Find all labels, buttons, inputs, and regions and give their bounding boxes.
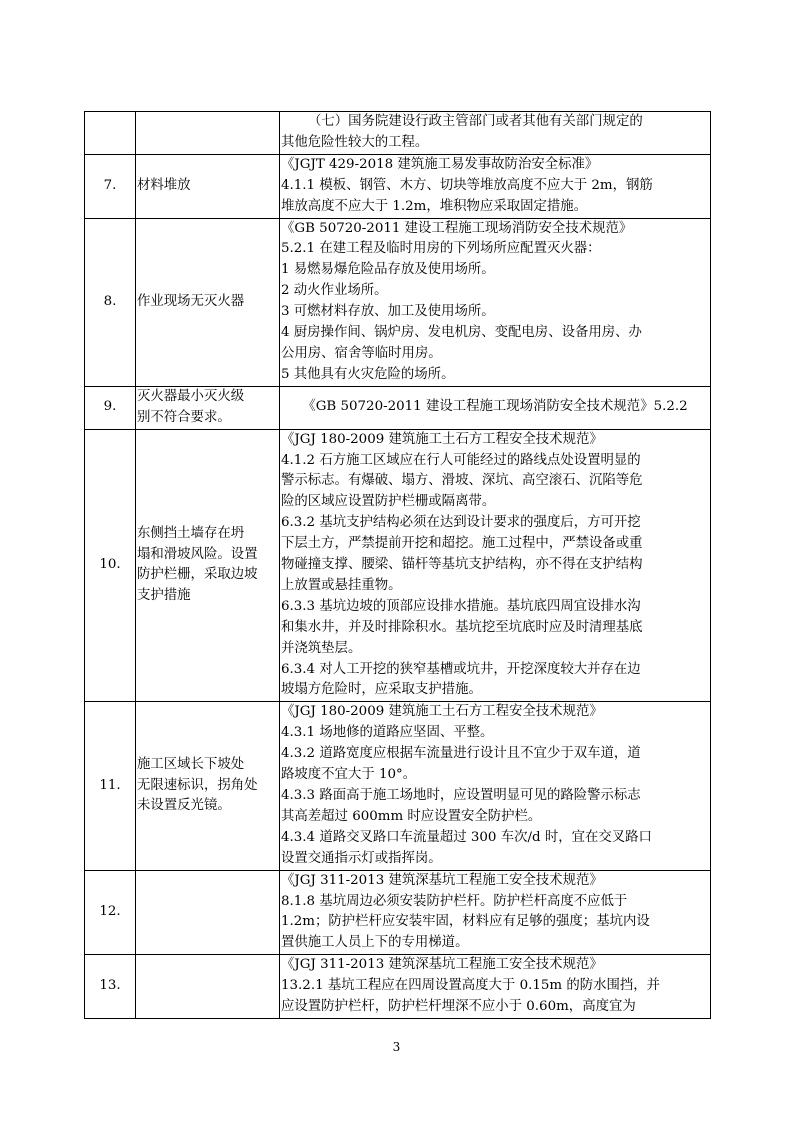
issue-cell <box>136 112 280 155</box>
basis-line: 《GB 50720-2011 建设工程施工现场消防安全技术规范》5.2.2 <box>302 399 688 415</box>
issue-line: 防护栏栅，采取边坡 <box>137 567 258 583</box>
basis-cell <box>280 386 711 429</box>
basis-line: 险的区域应设置防护栏栅或隔离带。 <box>281 494 496 510</box>
basis-cell <box>280 218 711 386</box>
basis-line: 《JGJ 311-2013 建筑深基坑工程施工安全技术规范》 <box>281 957 603 973</box>
basis-line: 路坡度不宜大于 10°。 <box>281 767 417 783</box>
table-row <box>85 429 711 702</box>
basis-line: 4.3.2 道路宽度应根据车流量进行设计且不宜少于双车道，道 <box>281 746 641 762</box>
basis-cell <box>280 112 711 155</box>
issue-cell <box>136 429 280 702</box>
issue-line: 灭火器最小灭火级 <box>137 388 245 404</box>
basis-line: 4.1.2 石方施工区域应在行人可能经过的路线点处设置明显的 <box>281 452 641 468</box>
row-number: 7. <box>85 154 136 218</box>
basis-line: 《JGJ 311-2013 建筑深基坑工程施工安全技术规范》 <box>281 872 603 888</box>
issue-cell <box>136 218 280 386</box>
basis-line: 6.3.2 基坑支护结构必须在达到设计要求的强度后，方可开挖 <box>281 515 641 531</box>
basis-line: 4.3.1 场地修的道路应坚固、平整。 <box>281 725 494 741</box>
basis-cell <box>280 955 711 1019</box>
basis-line: 公用房、宿舍等临时用房。 <box>281 345 442 361</box>
basis-line: 并浇筑垫层。 <box>281 640 362 656</box>
basis-line: 堆放高度不应大于 1.2m，堆积物应采取固定措施。 <box>281 198 588 214</box>
basis-line: 应设置防护栏杆，防护栏杆埋深不应小于 0.60m，高度宜为 <box>281 999 636 1015</box>
row-number: 13. <box>85 955 136 1019</box>
issue-cell <box>136 870 280 955</box>
row-number: 12. <box>85 870 136 955</box>
basis-line: 下层土方，严禁提前开挖和超挖。施工过程中，严禁设备或重 <box>281 536 643 552</box>
issue-line: 塌和滑坡风险。设置 <box>137 546 258 562</box>
basis-cell <box>280 429 711 702</box>
regulation-table <box>84 111 711 1019</box>
issue-line: 支护措施 <box>137 588 191 604</box>
basis-line: 《JGJ 180-2009 建筑施工土石方工程安全技术规范》 <box>281 704 603 720</box>
row-number: 10. <box>85 429 136 702</box>
row-number: 11. <box>85 702 136 870</box>
basis-line: 设置交通指示灯或指挥岗。 <box>281 850 442 866</box>
basis-line: 置供施工人员上下的专用梯道。 <box>281 935 469 951</box>
basis-line: 4.3.4 道路交叉路口车流量超过 300 车次/d 时，宜在交叉路口 <box>281 829 652 845</box>
basis-line: 《JGJT 429-2018 建筑施工易发事故防治安全标准》 <box>281 156 599 172</box>
issue-line: 材料堆放 <box>137 177 191 193</box>
issue-line: 东侧挡土墙存在坍 <box>137 525 245 541</box>
basis-line: 物碰撞支撑、腰梁、锚杆等基坑支护结构，亦不得在支护结构 <box>281 557 643 573</box>
basis-cell <box>280 870 711 955</box>
issue-line: 未设置反光镜。 <box>137 798 231 814</box>
basis-line: 和集水井，并及时排除积水。基坑挖至坑底时应及时清理基底 <box>281 619 643 635</box>
basis-line: （七）国务院建设行政主管部门或者其他有关部门规定的 <box>308 114 643 129</box>
issue-line: 施工区域长下坡处 <box>137 756 245 772</box>
table-row <box>85 386 711 429</box>
issue-line: 无限速标识，拐角处 <box>137 777 258 793</box>
basis-line: 13.2.1 基坑工程应在四周设置高度大于 0.15m 的防水围挡，并 <box>281 978 661 994</box>
basis-line: 4.1.1 模板、钢管、木方、切块等堆放高度不应大于 2m，钢筋 <box>281 177 653 193</box>
basis-line: 4.3.3 路面高于施工场地时，应设置明显可见的路险警示标志 <box>281 788 641 803</box>
basis-line: 4 厨房操作间、锅炉房、发电机房、变配电房、设备用房、办 <box>281 325 642 341</box>
basis-line: 警示标志。有爆破、塌方、滑坡、深坑、高空滚石、沉陷等危 <box>281 473 643 489</box>
basis-line: 《GB 50720-2011 建设工程施工现场消防安全技术规范》 <box>281 220 633 236</box>
issue-line: 作业现场无灭火器 <box>137 293 245 309</box>
basis-line: 《JGJ 180-2009 建筑施工土石方工程安全技术规范》 <box>281 431 603 447</box>
basis-line: 其高差超过 600mm 时应设置安全防护栏。 <box>281 808 542 824</box>
table-row <box>85 955 711 1019</box>
issue-cell <box>136 702 280 870</box>
basis-cell <box>280 154 711 218</box>
issue-line: 别不符合要求。 <box>137 409 231 425</box>
issue-cell <box>136 955 280 1019</box>
table-row <box>85 154 711 218</box>
table-row <box>85 112 711 155</box>
basis-line: 坡塌方危险时，应采取支护措施。 <box>281 682 482 698</box>
basis-line: 上放置或悬挂重物。 <box>281 577 402 593</box>
page-number: 3 <box>392 1040 401 1054</box>
basis-line: 2 动火作业场所。 <box>281 283 388 299</box>
table-row <box>85 218 711 386</box>
issue-cell <box>136 386 280 429</box>
basis-line: 6.3.4 对人工开挖的狭窄基槽或坑井，开挖深度较大并存在边 <box>281 661 641 677</box>
basis-line: 3 可燃材料存放、加工及使用场所。 <box>281 304 495 320</box>
row-number: 9. <box>85 386 136 429</box>
basis-line: 1 易燃易爆危险品存放及使用场所。 <box>281 262 495 278</box>
basis-line: 其他危险性较大的工程。 <box>281 134 429 150</box>
issue-cell <box>136 154 280 218</box>
table-row <box>85 870 711 955</box>
basis-line: 8.1.8 基坑周边必须安装防护栏杆。防护栏杆高度不应低于 <box>281 893 628 909</box>
row-number <box>85 112 136 155</box>
table-row <box>85 702 711 870</box>
row-number: 8. <box>85 218 136 386</box>
basis-cell <box>280 702 711 870</box>
basis-line: 1.2m；防护栏杆应安装牢固，材料应有足够的强度；基坑内设 <box>281 914 650 930</box>
basis-line: 6.3.3 基坑边坡的顶部应设排水措施。基坑底四周宜设排水沟 <box>281 598 641 614</box>
basis-line: 5 其他具有火灾危险的场所。 <box>281 366 455 382</box>
basis-line: 5.2.1 在建工程及临时用房的下列场所应配置灭火器： <box>281 241 601 257</box>
